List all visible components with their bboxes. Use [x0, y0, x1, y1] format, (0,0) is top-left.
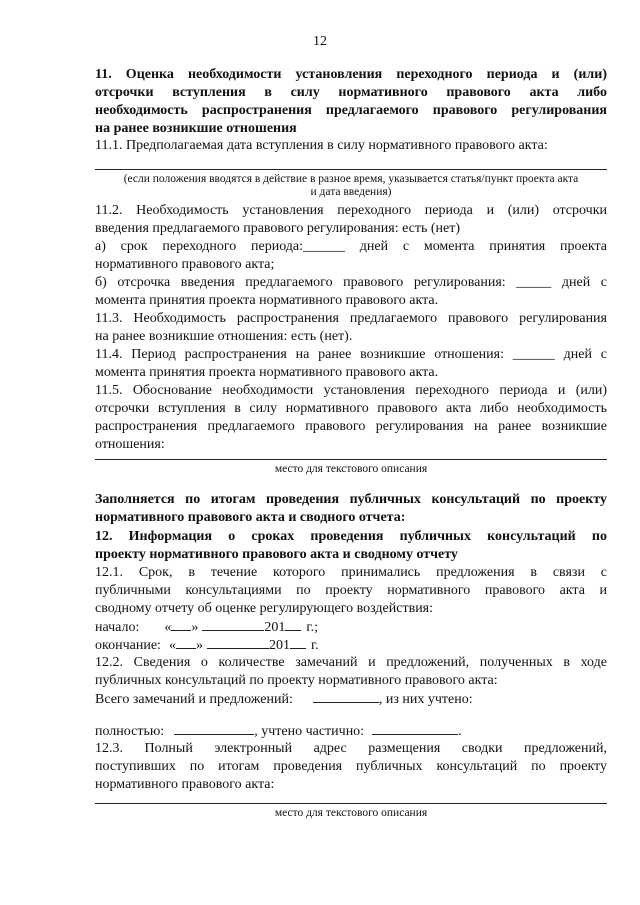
item-11-5-line-1: 11.5. Обоснование необходимости установления переходного периода и (или) — [95, 383, 607, 398]
total-remarks-label: Всего замечаний и предложений: — [95, 692, 293, 707]
item-11-5-line-2: отсрочки вступления в силу нормативного правового акта либо необходимость — [95, 401, 607, 416]
start-day-blank — [171, 618, 191, 631]
note-line-1: (если положения вводятся в действие в разное время, указывается статья/пункт проекта акта — [123, 173, 579, 185]
answer-line-11-5 — [95, 459, 607, 460]
section-12-heading-line-1: 12. Информация о сроках проведения публичных консультаций по — [95, 529, 607, 544]
start-label: начало: — [95, 620, 140, 635]
item-a-line-2: нормативного правового акта; — [95, 257, 275, 272]
item-12-3-line-1: 12.3. Полный электронный адрес размещения сводки предложений, — [95, 741, 607, 756]
answer-line-11-1 — [95, 169, 607, 170]
section-11-heading-line-1: 11. Оценка необходимости установления переходного периода и (или) — [95, 67, 607, 82]
item-12-2-line-1: 12.2. Сведения о количестве замечаний и предложений, полученных в ходе — [95, 655, 607, 670]
start-close-quote: » — [191, 620, 199, 635]
partially-end: . — [458, 724, 462, 739]
item-a-line-1: а) срок переходного периода:______ дней с момента принятия проекта — [95, 239, 607, 254]
item-11-3-line-2: на ранее возникшие отношения: есть (нет). — [95, 329, 353, 344]
section-11-heading-line-4: на ранее возникшие отношения — [95, 121, 297, 136]
item-11-2-line-2: введения предлагаемого правового регулирования: есть (нет) — [95, 221, 461, 236]
start-month-blank — [202, 618, 264, 631]
caption-12: место для текстового описания — [274, 807, 428, 819]
fully-blank — [174, 722, 254, 735]
item-11-4-line-2: момента принятия проекта нормативного правового акта. — [95, 365, 439, 380]
total-remarks-blank — [313, 690, 379, 703]
item-11-4-line-1: 11.4. Период распространения на ранее возникшие отношения: ______ дней с — [95, 347, 607, 362]
item-12-3-line-2: поступивших по итогам проведения публичных консультаций по проекту — [95, 759, 607, 774]
end-year-suffix: г. — [310, 638, 319, 653]
item-12-1-line-2: публичными консультациями по проекту нормативного правового акта и — [95, 583, 607, 598]
end-label: окончание: — [95, 638, 161, 653]
answer-line-12-3 — [95, 803, 607, 804]
item-12-2-line-2: публичных консультаций по проекту нормативного правового акта: — [95, 673, 498, 688]
item-11-5-line-4: отношения: — [95, 437, 165, 452]
section-12-heading-line-2: проекту нормативного правового акта и сводному отчету — [95, 547, 458, 562]
fill-note-line-1: Заполняется по итогам проведения публичных консультаций по проекту — [95, 492, 607, 507]
item-b-line-1: б) отсрочка введения предлагаемого правового регулирования: _____ дней с — [95, 275, 607, 290]
item-11-3-line-1: 11.3. Необходимость распространения предлагаемого правового регулирования — [95, 311, 607, 326]
total-remarks-row — [95, 690, 607, 709]
total-remarks-tail: , из них учтено: — [378, 692, 473, 707]
start-year: 201 — [264, 620, 286, 635]
note-line-2: и дата введения) — [310, 186, 392, 198]
accounted-row — [95, 722, 607, 741]
end-year-blank — [290, 636, 306, 649]
partially-blank — [372, 722, 458, 735]
start-date-row — [95, 618, 607, 637]
section-11-heading-line-3: необходимость распространения предлагаемого правового регулирования — [95, 103, 607, 118]
end-month-blank — [207, 636, 269, 649]
start-year-suffix: г.; — [306, 620, 318, 635]
end-open-quote: « — [168, 638, 176, 653]
item-12-3-line-3: нормативного правового акта: — [95, 777, 275, 792]
item-11-1: 11.1. Предполагаемая дата вступления в силу нормативного правового акта: — [95, 138, 548, 153]
fully-label: полностью: — [95, 724, 165, 739]
item-b-line-2: момента принятия проекта нормативного правового акта. — [95, 293, 439, 308]
page-number: 12 — [313, 34, 327, 49]
item-12-1-line-1: 12.1. Срок, в течение которого принимались предложения в связи с — [95, 565, 607, 580]
caption-11: место для текстового описания — [274, 463, 428, 475]
end-date-row — [95, 636, 607, 655]
item-12-1-line-3: сводному отчету об оценке регулирующего воздействия: — [95, 601, 434, 616]
item-11-2-line-1: 11.2. Необходимость установления переходного периода и (или) отсрочки — [95, 203, 607, 218]
end-close-quote: » — [195, 638, 203, 653]
partially-label: , учтено частично: — [254, 724, 365, 739]
end-day-blank — [176, 636, 196, 649]
fill-note-line-2: нормативного правового акта и сводного отчета: — [95, 510, 406, 525]
start-year-blank — [285, 618, 301, 631]
end-year: 201 — [268, 638, 290, 653]
start-open-quote: « — [164, 620, 172, 635]
item-11-5-line-3: распространения предлагаемого правового регулирования на ранее возникшие — [95, 419, 607, 434]
section-11-heading-line-2: отсрочки вступления в силу нормативного правового акта либо — [95, 85, 607, 100]
